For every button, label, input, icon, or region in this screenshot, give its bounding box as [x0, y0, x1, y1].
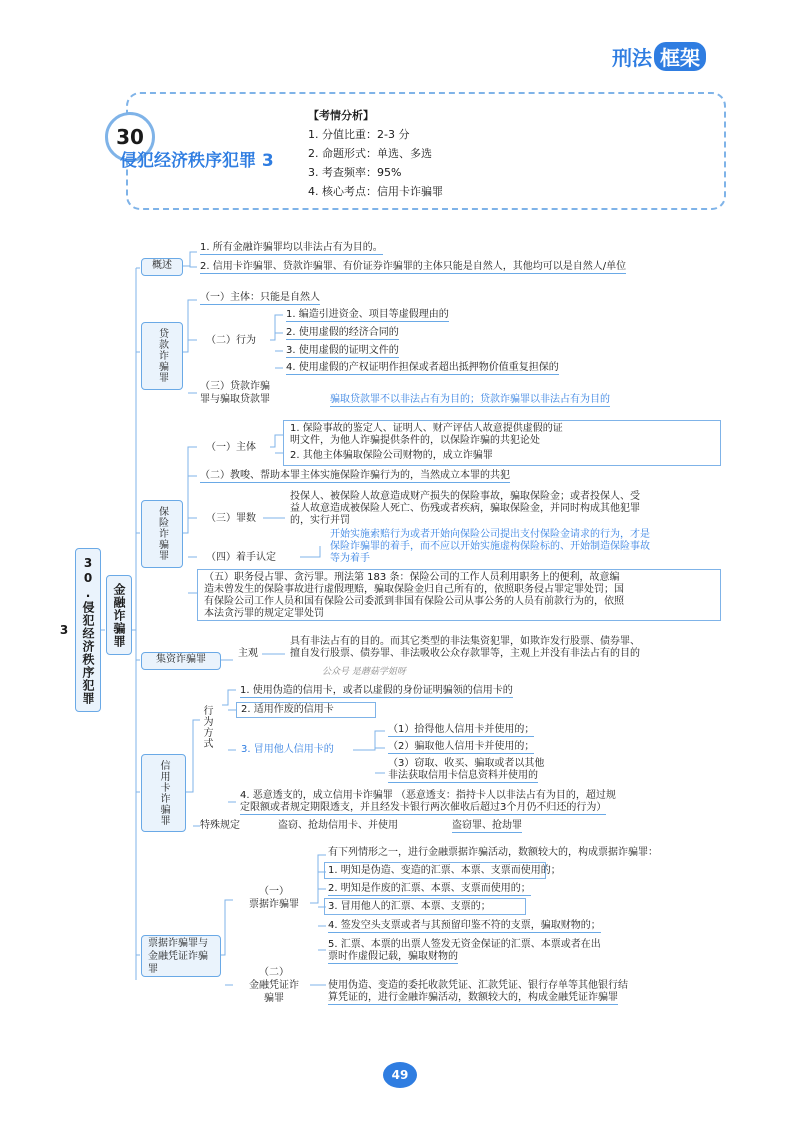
bill-sub2-line: 骗罪: [264, 993, 284, 1004]
loan-compare-text: 骗取贷款罪不以非法占有为目的；贷款诈骗罪以非法占有为目的: [330, 394, 610, 405]
loan-act: 2. 使用虚假的经济合同的: [286, 327, 399, 338]
card-special-b: 盗窃罪、抢劫罪: [452, 820, 522, 831]
card-mode: 定限额或者规定期限透支，并且经发卡银行两次催收后超过3个月仍不归还的行为）: [240, 802, 607, 813]
bill-item: 1. 明知是伪造、变造的汇票、本票、支票而使用的；: [328, 865, 561, 876]
series-logo: [612, 42, 706, 71]
card-fraud-label: 信用卡诈骗罪: [158, 760, 169, 826]
loan-subject: （一）主体：只能是自然人: [200, 292, 320, 303]
bill-item: 票时作虚假记载，骗取财物的: [328, 951, 458, 962]
insurance-count-label: （三）罪数: [206, 513, 256, 524]
series-title-badge: 框架: [654, 42, 706, 71]
insurance-embezzle-text: （五）职务侵占罪、贪污罪。刑法第 183 条：保险公司的工作人员利用职务上的便利，故意编: [204, 572, 620, 583]
watermark: 公众号 是蘑菇学姐呀: [322, 667, 406, 677]
overview-item: 2. 信用卡诈骗罪、贷款诈骗罪、有价证券诈骗罪的主体只能是自然人，其他均可以是自然人/单位: [200, 261, 627, 272]
insurance-embezzle-text: 造未曾发生的保险事故进行虚假理赔，骗取保险金归自己所有的，依照职务侵占罪定罪处罚；国: [204, 584, 624, 595]
loan-act: 3. 使用虚假的证明文件的: [286, 345, 399, 356]
root-node: 30.侵犯经济秩序犯罪3: [75, 548, 101, 712]
bill-fraud-node: [141, 935, 221, 977]
bill-sub2: [240, 966, 308, 1005]
bill-sub1-line: 票据诈骗罪: [249, 899, 299, 910]
loan-compare-label: [200, 380, 270, 406]
bill-sub1: [240, 885, 308, 911]
card-special-label: 特殊规定: [200, 820, 240, 831]
card-mode: 1. 使用伪造的信用卡，或者以虚假的身份证明骗领的信用卡的: [240, 685, 513, 696]
overview-item: 1. 所有金融诈骗罪均以非法占有为目的。: [200, 242, 383, 253]
card-mode-sub: （2）骗取他人信用卡并使用的；: [388, 741, 535, 752]
insurance-subject-text: 2. 其他主体骗取保险公司财物的，成立诈骗罪: [290, 450, 493, 461]
fundraise-sub: 主观: [238, 648, 258, 659]
voucher-text: 使用伪造、变造的委托收款凭证、汇款凭证、银行存单等其他银行结: [328, 980, 628, 991]
root-sub-node: 金融诈骗罪: [106, 575, 132, 655]
loan-compare-line: 罪与骗取贷款罪: [200, 394, 270, 405]
page-number: 49: [391, 1068, 409, 1082]
insurance-start-text: 保险诈骗罪的着手，而不应以开始实施虚构保险标的、开始制造保险事故: [330, 541, 650, 552]
analysis-block: [308, 106, 443, 201]
insurance-subject-text: 1. 保险事故的鉴定人、证明人、财产评估人故意提供虚假的证: [290, 423, 563, 434]
bill-item: 5. 汇票、本票的出票人签发无资金保证的汇票、本票或者在出: [328, 939, 601, 950]
fundraise-text: 擅自发行股票、债券罪、非法吸收公众存款罪等，主观上并没有非法占有的目的: [290, 648, 640, 659]
insurance-start-text: 开始实施索赔行为或者开始向保险公司提出支付保险金请求的行为，才是: [330, 529, 650, 540]
loan-act: 1. 编造引进资金、项目等虚假理由的: [286, 309, 449, 320]
insurance-subject-label: （一）主体: [206, 442, 256, 453]
loan-fraud-label: 贷款诈骗罪: [156, 327, 168, 383]
insurance-fraud-label: 保险诈骗罪: [156, 505, 168, 561]
insurance-subject-text: 明文件，为他人诈骗提供条件的，以保险诈骗的共犯论处: [290, 435, 540, 446]
insurance-fraud-node: [141, 500, 183, 568]
card-mode: 4. 恶意透支的，成立信用卡诈骗罪 （恶意透支：指持卡人以非法占有为目的，超过规: [240, 790, 616, 801]
card-mode-sub: （1）拾得他人信用卡并使用的；: [388, 724, 535, 735]
bill-fraud-label: 票据诈骗罪与金融凭证诈骗罪: [148, 938, 208, 975]
card-mode-sub: （3）窃取、收买、骗取或者以其他: [388, 758, 545, 769]
insurance-start-text: 等为着手: [330, 553, 370, 564]
card-special-a: 盗窃、抢劫信用卡、并使用: [278, 820, 398, 831]
analysis-item: 3. 考查频率：95%: [308, 166, 402, 179]
series-title: 刑法: [612, 46, 652, 70]
analysis-item: 4. 核心考点：信用卡诈骗罪: [308, 185, 443, 198]
card-fraud-node: [141, 754, 186, 832]
insurance-start-label: （四）着手认定: [206, 552, 276, 563]
bill-intro: 有下列情形之一，进行金融票据诈骗活动，数额较大的，构成票据诈骗罪：: [328, 847, 658, 858]
card-mode: 2. 适用作废的信用卡: [241, 704, 334, 715]
loan-act: 4. 使用虚假的产权证明作担保或者超出抵押物价值重复担保的: [286, 362, 559, 373]
card-mode-label: 行为方式: [201, 705, 212, 749]
fundraise-text: 具有非法占有的目的。而其它类型的非法集资犯罪，如欺诈发行股票、债券罪、: [290, 636, 640, 647]
overview-node: 概述: [141, 258, 183, 276]
loan-compare-line: （三）贷款诈骗: [200, 381, 270, 392]
insurance-count-text: 投保人、被保险人故意造成财产损失的保险事故，骗取保险金；或者投保人、受: [290, 491, 640, 502]
bill-item: 4. 签发空头支票或者与其预留印鉴不符的支票，骗取财物的；: [328, 920, 601, 931]
insurance-count-text: 的，实行并罚: [290, 515, 350, 526]
insurance-embezzle-text: 有保险公司工作人员和国有保险公司委派到非国有保险公司从事公务的人员有前款行为的，依照: [204, 596, 624, 607]
chapter-title: 侵犯经济秩序犯罪 3: [120, 151, 274, 171]
insurance-count-text: 益人故意造成被保险人死亡、伤残或者疾病，骗取保险金，并同时构成其他犯罪: [290, 503, 640, 514]
bill-item: 2. 明知是作废的汇票、本票、支票而使用的；: [328, 883, 531, 894]
voucher-text: 算凭证的，进行金融诈骗活动，数额较大的，构成金融凭证诈骗罪: [328, 992, 618, 1003]
card-mode: 3. 冒用他人信用卡的: [241, 744, 334, 755]
analysis-title: 【考情分析】: [308, 109, 374, 122]
chapter-number: 30: [116, 125, 144, 149]
bill-sub2-line: 金融凭证诈: [249, 980, 299, 991]
insurance-embezzle-text: 本法贪污罪的规定定罪处罚: [204, 608, 324, 619]
analysis-item: 2. 命题形式：单选、多选: [308, 147, 432, 160]
bill-sub2-line: （二）: [259, 967, 289, 978]
page-number-badge: [383, 1062, 417, 1088]
insurance-abet: （二）教唆、帮助本罪主体实施保险诈骗行为的，当然成立本罪的共犯: [200, 470, 510, 481]
analysis-item: 1. 分值比重：2-3 分: [308, 128, 410, 141]
loan-act-label: （二）行为: [206, 335, 256, 346]
bill-item: 3. 冒用他人的汇票、本票、支票的；: [328, 901, 491, 912]
card-mode-sub: 非法获取信用卡信息资料并使用的: [388, 770, 538, 781]
bill-sub1-line: （一）: [259, 886, 289, 897]
fundraise-fraud-node: 集资诈骗罪: [141, 652, 221, 670]
loan-fraud-node: [141, 322, 183, 390]
